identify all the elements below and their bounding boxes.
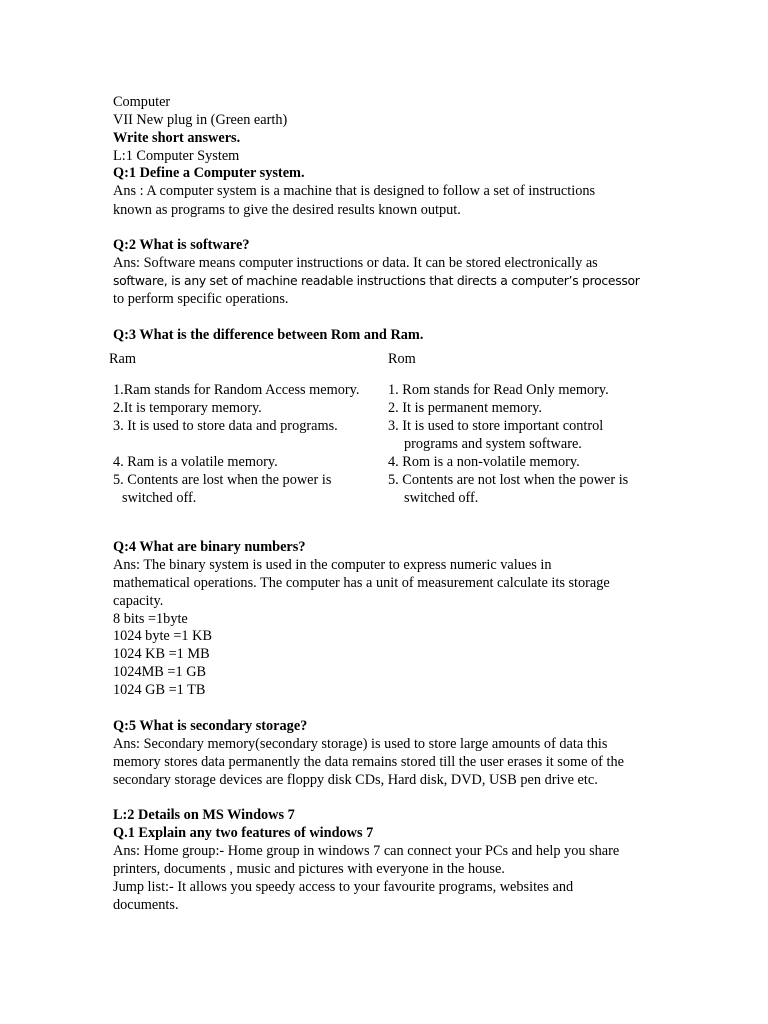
- lesson2-answer-line: Ans: Home group:- Home group in windows 7 can connect your PCs and help you share: [113, 843, 620, 859]
- lesson2-answer-line: printers, documents , music and pictures with everyone in the house.: [113, 861, 505, 877]
- ram-point: 1.Ram stands for Random Access memory.: [113, 382, 360, 398]
- q5-answer-line: memory stores data permanently the data remains stored till the user erases it some of the: [113, 754, 624, 770]
- q1-answer-line: Ans : A computer system is a machine that is designed to follow a set of instructions: [113, 183, 596, 199]
- lesson1-title: L:1 Computer System: [113, 148, 240, 164]
- q4-answer-line: 8 bits =1byte: [113, 611, 188, 627]
- q5-answer-line: secondary storage devices are floppy disk CDs, Hard disk, DVD, USB pen drive etc.: [113, 772, 598, 788]
- ram-point: 3. It is used to store data and programs.: [113, 418, 338, 434]
- class-line: VII New plug in (Green earth): [113, 112, 288, 128]
- lesson2-answer-line: Jump list:- It allows you speedy access to your favourite programs, websites and: [113, 879, 574, 895]
- q4-answer-line: 1024MB =1 GB: [113, 664, 207, 680]
- q1-question: Q:1 Define a Computer system.: [113, 165, 305, 181]
- lesson2-question: Q.1 Explain any two features of windows 7: [113, 825, 374, 841]
- ram-point: 4. Ram is a volatile memory.: [113, 454, 278, 470]
- q1-answer-line: known as programs to give the desired results known output.: [113, 202, 461, 218]
- q4-answer-line: Ans: The binary system is used in the computer to express numeric values in: [113, 557, 552, 573]
- q2-question: Q:2 What is software?: [113, 237, 250, 253]
- lesson2-answer-line: documents.: [113, 897, 179, 913]
- q4-answer-line: 1024 GB =1 TB: [113, 682, 206, 698]
- lesson2-title: L:2 Details on MS Windows 7: [113, 807, 295, 823]
- ram-point: 2.It is temporary memory.: [113, 400, 262, 416]
- rom-point: 3. It is used to store important control: [388, 418, 604, 434]
- ram-column-header: Ram: [109, 351, 137, 367]
- q2-answer-line: Ans: Software means computer instructions or data. It can be stored electronically as: [113, 255, 598, 271]
- subject-line: Computer: [113, 94, 171, 110]
- instruction-heading: Write short answers.: [113, 130, 241, 146]
- ram-point: 5. Contents are lost when the power is: [113, 472, 332, 488]
- rom-point: 5. Contents are not lost when the power is: [388, 472, 629, 488]
- ram-point: switched off.: [122, 490, 197, 506]
- q4-answer-line: 1024 byte =1 KB: [113, 628, 213, 644]
- rom-point: programs and system software.: [404, 436, 582, 452]
- q2-answer-line: software, is any set of machine readable instructions that directs a computer’s processor: [113, 273, 640, 288]
- q2-answer-line: to perform specific operations.: [113, 291, 289, 307]
- q3-question: Q:3 What is the difference between Rom and Ram.: [113, 327, 424, 343]
- q4-answer-line: 1024 KB =1 MB: [113, 646, 210, 662]
- q4-answer-line: capacity.: [113, 593, 164, 609]
- q5-answer-line: Ans: Secondary memory(secondary storage) is used to store large amounts of data this: [113, 736, 608, 752]
- rom-point: 1. Rom stands for Read Only memory.: [388, 382, 609, 398]
- q4-question: Q:4 What are binary numbers?: [113, 539, 306, 555]
- rom-point: 4. Rom is a non-volatile memory.: [388, 454, 580, 470]
- q4-answer-line: mathematical operations. The computer has a unit of measurement calculate its storage: [113, 575, 610, 591]
- rom-point: 2. It is permanent memory.: [388, 400, 542, 416]
- q5-question: Q:5 What is secondary storage?: [113, 718, 308, 734]
- rom-column-header: Rom: [388, 351, 416, 367]
- rom-point: switched off.: [404, 490, 479, 506]
